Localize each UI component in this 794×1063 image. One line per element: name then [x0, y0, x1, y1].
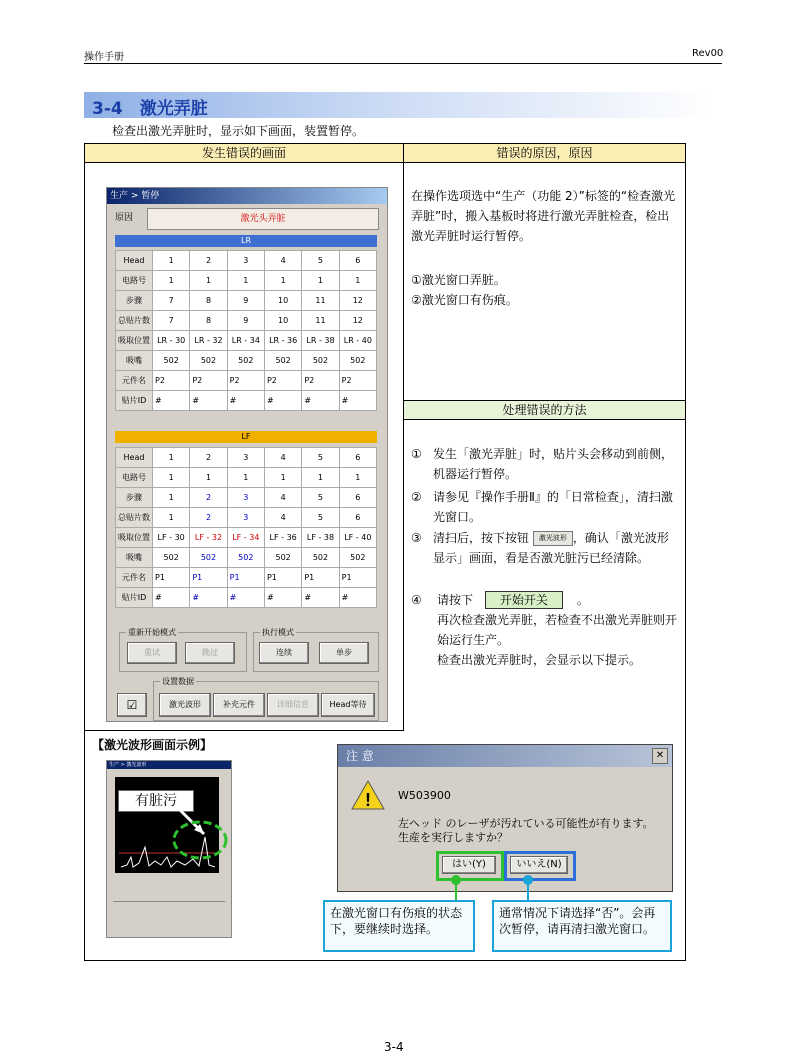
lf-cell: 3 [227, 488, 264, 508]
step-3-text [433, 528, 679, 568]
lf-cell: P1 [339, 568, 376, 588]
row-header: Head [116, 448, 153, 468]
step-4-number: ④ [411, 593, 422, 607]
lr-cell: 1 [264, 271, 301, 291]
lr-cell: # [302, 391, 339, 411]
lr-cell: 12 [339, 311, 376, 331]
lr-cell: 502 [302, 351, 339, 371]
dialog-title: 注 意 [338, 745, 672, 767]
lr-cell: 12 [339, 291, 376, 311]
lr-cell: 1 [153, 271, 190, 291]
head-wait-button[interactable]: Head等待 [321, 693, 375, 717]
lf-cell: # [190, 588, 227, 608]
step-4-detail: 再次检查激光弄脏，若检查不出激光弄脏则开始运行生产。 [437, 613, 678, 647]
cause-reason-1: ①激光窗口弄脏。 [411, 273, 506, 287]
lf-row-total [116, 508, 377, 528]
lf-row-circuit [116, 468, 377, 488]
dialog-code: W503900 [398, 789, 451, 802]
waveform-buttons [113, 901, 225, 931]
row-header: 总贴片数 [116, 508, 153, 528]
exec-mode-label: 执行模式 [262, 628, 294, 637]
cause-value: 激光头弄脏 [147, 208, 379, 230]
lr-cell: # [153, 391, 190, 411]
lf-cell: 5 [302, 508, 339, 528]
step-4-note: 检查出激光弄脏时，会显示以下提示。 [437, 653, 642, 667]
lr-row-head [116, 251, 377, 271]
pause-window [106, 187, 388, 722]
note-no: 通常情况下请选择“否”。会再次暂停，请再清扫激光窗口。 [492, 900, 672, 952]
lf-cell: 4 [264, 508, 301, 528]
lf-cell: 1 [153, 448, 190, 468]
section-title: 3-4 激光弄脏 [92, 99, 208, 119]
step-1-text: 发生「激光弄脏」时，贴片头会移动到前侧，机器运行暂停。 [433, 447, 674, 481]
step-1-number: ① [411, 447, 422, 461]
skip-button[interactable]: 跳过 [185, 642, 235, 664]
lf-cell: 1 [153, 508, 190, 528]
lf-cell: LF - 38 [302, 528, 339, 548]
cause-reason-2: ②激光窗口有伤痕。 [411, 293, 518, 307]
lr-cell: 1 [302, 271, 339, 291]
lr-cell: # [227, 391, 264, 411]
lr-cell: 8 [190, 311, 227, 331]
lr-cell: 3 [227, 251, 264, 271]
lr-cell: P2 [302, 371, 339, 391]
lr-cell: # [339, 391, 376, 411]
lf-cell: 1 [190, 468, 227, 488]
laser-wave-inline-button: 激光波形 [533, 531, 573, 546]
detail-info-button[interactable]: 详细信息 [267, 693, 319, 717]
lf-row-nozzle [116, 548, 377, 568]
lr-cell: 10 [264, 291, 301, 311]
row-header: 贴片ID [116, 391, 153, 411]
lf-cell: # [227, 588, 264, 608]
step-2-text: 请参见『操作手册Ⅱ』的「日常检查」，清扫激光窗口。 [433, 490, 673, 524]
lf-cell: 1 [227, 468, 264, 488]
page-number: 3-4 [384, 1040, 404, 1054]
row-header: 元件名 [116, 371, 153, 391]
lf-bar: LF [115, 431, 377, 443]
lr-cell: 8 [190, 291, 227, 311]
lr-row-step [116, 291, 377, 311]
lf-cell: LF - 36 [264, 528, 301, 548]
lr-cell: 7 [153, 311, 190, 331]
lr-cell: # [190, 391, 227, 411]
lf-cell: 1 [153, 488, 190, 508]
lr-cell: P2 [339, 371, 376, 391]
lr-row-pickup [116, 331, 377, 351]
lr-row-total [116, 311, 377, 331]
step-3-text-a: 清扫后，按下按钮 [433, 531, 530, 545]
lr-cell: 1 [227, 271, 264, 291]
warning-icon [350, 779, 386, 811]
header-right: Rev00 [692, 48, 724, 59]
lr-cell: # [264, 391, 301, 411]
lf-table [115, 447, 377, 608]
lf-cell: 6 [339, 508, 376, 528]
lf-cell: 4 [264, 448, 301, 468]
lr-cell: 4 [264, 251, 301, 271]
start-switch-inline: 开始开关 [485, 591, 563, 609]
lf-cell: 1 [264, 468, 301, 488]
lf-cell: 4 [264, 488, 301, 508]
setting-data-label: 设置数据 [162, 677, 194, 686]
dirty-label: 有脏污 [118, 790, 194, 812]
row-header: 步骤 [116, 291, 153, 311]
lf-cell: 6 [339, 488, 376, 508]
lf-cell: 6 [339, 448, 376, 468]
restart-mode-label: 重新开始模式 [128, 628, 176, 637]
lf-cell: 2 [190, 448, 227, 468]
cause-label: 原因 [115, 213, 134, 223]
lr-cell: 6 [339, 251, 376, 271]
lf-cell: # [264, 588, 301, 608]
lr-row-part [116, 371, 377, 391]
lr-cell: 502 [339, 351, 376, 371]
lf-cell: 502 [153, 548, 190, 568]
left-column-header: 发生错误的画面 [84, 143, 404, 163]
example-title: 【激光波形画面示例】 [92, 738, 213, 752]
supply-parts-button[interactable]: 补充元件 [213, 693, 265, 717]
lr-cell: LR - 30 [153, 331, 190, 351]
single-step-button[interactable]: 单步 [319, 642, 369, 664]
right-column-header: 错误的原因，原因 [403, 143, 686, 163]
row-header: Head [116, 251, 153, 271]
lf-cell: 502 [264, 548, 301, 568]
lf-cell: P1 [190, 568, 227, 588]
lr-cell: 502 [153, 351, 190, 371]
lr-cell: 9 [227, 311, 264, 331]
note-yes: 在激光窗口有伤痕的状态下，要继续时选择。 [323, 900, 475, 952]
lr-cell: 502 [264, 351, 301, 371]
lf-row-id [116, 588, 377, 608]
lr-cell: 502 [190, 351, 227, 371]
row-header: 步骤 [116, 488, 153, 508]
lf-cell: 5 [302, 448, 339, 468]
lr-cell: 10 [264, 311, 301, 331]
lf-cell: LF - 34 [227, 528, 264, 548]
intro-text: 检查出激光弄脏时，显示如下画面，装置暂停。 [112, 124, 365, 138]
lf-cell: # [302, 588, 339, 608]
lf-cell: 502 [339, 548, 376, 568]
step-2-number: ② [411, 490, 422, 504]
lr-cell: 1 [153, 251, 190, 271]
step-4-text-a: 请按下 [437, 593, 474, 607]
lr-row-id [116, 391, 377, 411]
step-3-number: ③ [411, 531, 422, 545]
step-4-text-b: 。 [576, 593, 589, 607]
continuous-button[interactable]: 连续 [259, 642, 309, 664]
lf-cell: P1 [264, 568, 301, 588]
lf-cell: P1 [153, 568, 190, 588]
step-4-text [437, 590, 679, 610]
lf-cell: LF - 32 [190, 528, 227, 548]
lr-cell: 11 [302, 311, 339, 331]
lf-cell: 1 [339, 468, 376, 488]
row-header: 电路号 [116, 271, 153, 291]
lr-cell: P2 [227, 371, 264, 391]
lf-cell: P1 [302, 568, 339, 588]
lf-row-head [116, 448, 377, 468]
row-header: 吸嘴 [116, 351, 153, 371]
lr-row-circuit [116, 271, 377, 291]
row-header: 贴片ID [116, 588, 153, 608]
lr-cell: P2 [153, 371, 190, 391]
column-divider [403, 162, 404, 730]
lf-cell: 502 [302, 548, 339, 568]
lf-cell: 2 [190, 508, 227, 528]
row-header: 元件名 [116, 568, 153, 588]
lr-cell: 1 [190, 271, 227, 291]
lr-cell: 11 [302, 291, 339, 311]
lf-cell: 3 [227, 508, 264, 528]
lr-cell: LR - 40 [339, 331, 376, 351]
lr-cell: 7 [153, 291, 190, 311]
lf-cell: LF - 40 [339, 528, 376, 548]
yes-button[interactable]: はい(Y) [442, 856, 496, 874]
lr-cell: LR - 32 [190, 331, 227, 351]
lf-cell: P1 [227, 568, 264, 588]
lr-cell: LR - 38 [302, 331, 339, 351]
lf-row-step [116, 488, 377, 508]
lr-cell: P2 [190, 371, 227, 391]
row-header: 电路号 [116, 468, 153, 488]
lf-cell: LF - 30 [153, 528, 190, 548]
dialog-message-2: 生産を実行しますか？ [398, 831, 508, 844]
pause-window-title: 生产 > 暂停 [107, 188, 387, 204]
step-3-text-b: ，确认「激光波形显示」画面，看是否激光脏污已经清除。 [433, 531, 669, 565]
retry-button[interactable]: 重试 [127, 642, 177, 664]
lr-row-nozzle [116, 351, 377, 371]
lr-cell: 1 [339, 271, 376, 291]
svg-text:!: ! [365, 790, 371, 810]
lr-cell: 2 [190, 251, 227, 271]
lf-cell: 2 [190, 488, 227, 508]
header-left: 操作手册 [84, 52, 124, 63]
dirty-callout-svg [160, 800, 240, 870]
lf-cell: 502 [190, 548, 227, 568]
close-icon[interactable]: ✕ [652, 748, 668, 764]
dialog-message-1: 左ヘッド のレーザが汚れている可能性が有ります。 [398, 817, 654, 830]
lf-cell: # [339, 588, 376, 608]
lf-row-part [116, 568, 377, 588]
lf-cell: 1 [302, 468, 339, 488]
lf-cell: 3 [227, 448, 264, 468]
lf-row-pickup [116, 528, 377, 548]
section-title-bar [84, 92, 714, 118]
lr-cell: P2 [264, 371, 301, 391]
row-header: 吸取位置 [116, 331, 153, 351]
row-header: 吸取位置 [116, 528, 153, 548]
row-header: 吸嘴 [116, 548, 153, 568]
lr-cell: 9 [227, 291, 264, 311]
laser-wave-button[interactable]: 激光波形 [159, 693, 211, 717]
lf-cell: 5 [302, 488, 339, 508]
lr-cell: LR - 34 [227, 331, 264, 351]
lr-table [115, 250, 377, 411]
lf-cell: 1 [153, 468, 190, 488]
lr-cell: 502 [227, 351, 264, 371]
lr-cell: 5 [302, 251, 339, 271]
check-button[interactable]: ☑ [117, 693, 147, 717]
lr-bar: LR [115, 235, 377, 247]
cause-paragraph: 在操作选项选中“生产（功能 2）”标签的“检查激光弄脏”时，搬入基板时将进行激光弄脏检查，检出激光弄脏时运行暂停。 [411, 189, 676, 243]
no-button[interactable]: いいえ(N) [510, 856, 568, 874]
header-divider [84, 63, 722, 64]
lr-cell: LR - 36 [264, 331, 301, 351]
lf-cell: 502 [227, 548, 264, 568]
left-bottom-divider [84, 730, 404, 731]
method-header: 处理错误的方法 [403, 400, 686, 420]
row-header: 总贴片数 [116, 311, 153, 331]
laser-wave-screen-title: 生产 > 激光波形 [107, 761, 231, 769]
lf-cell: # [153, 588, 190, 608]
